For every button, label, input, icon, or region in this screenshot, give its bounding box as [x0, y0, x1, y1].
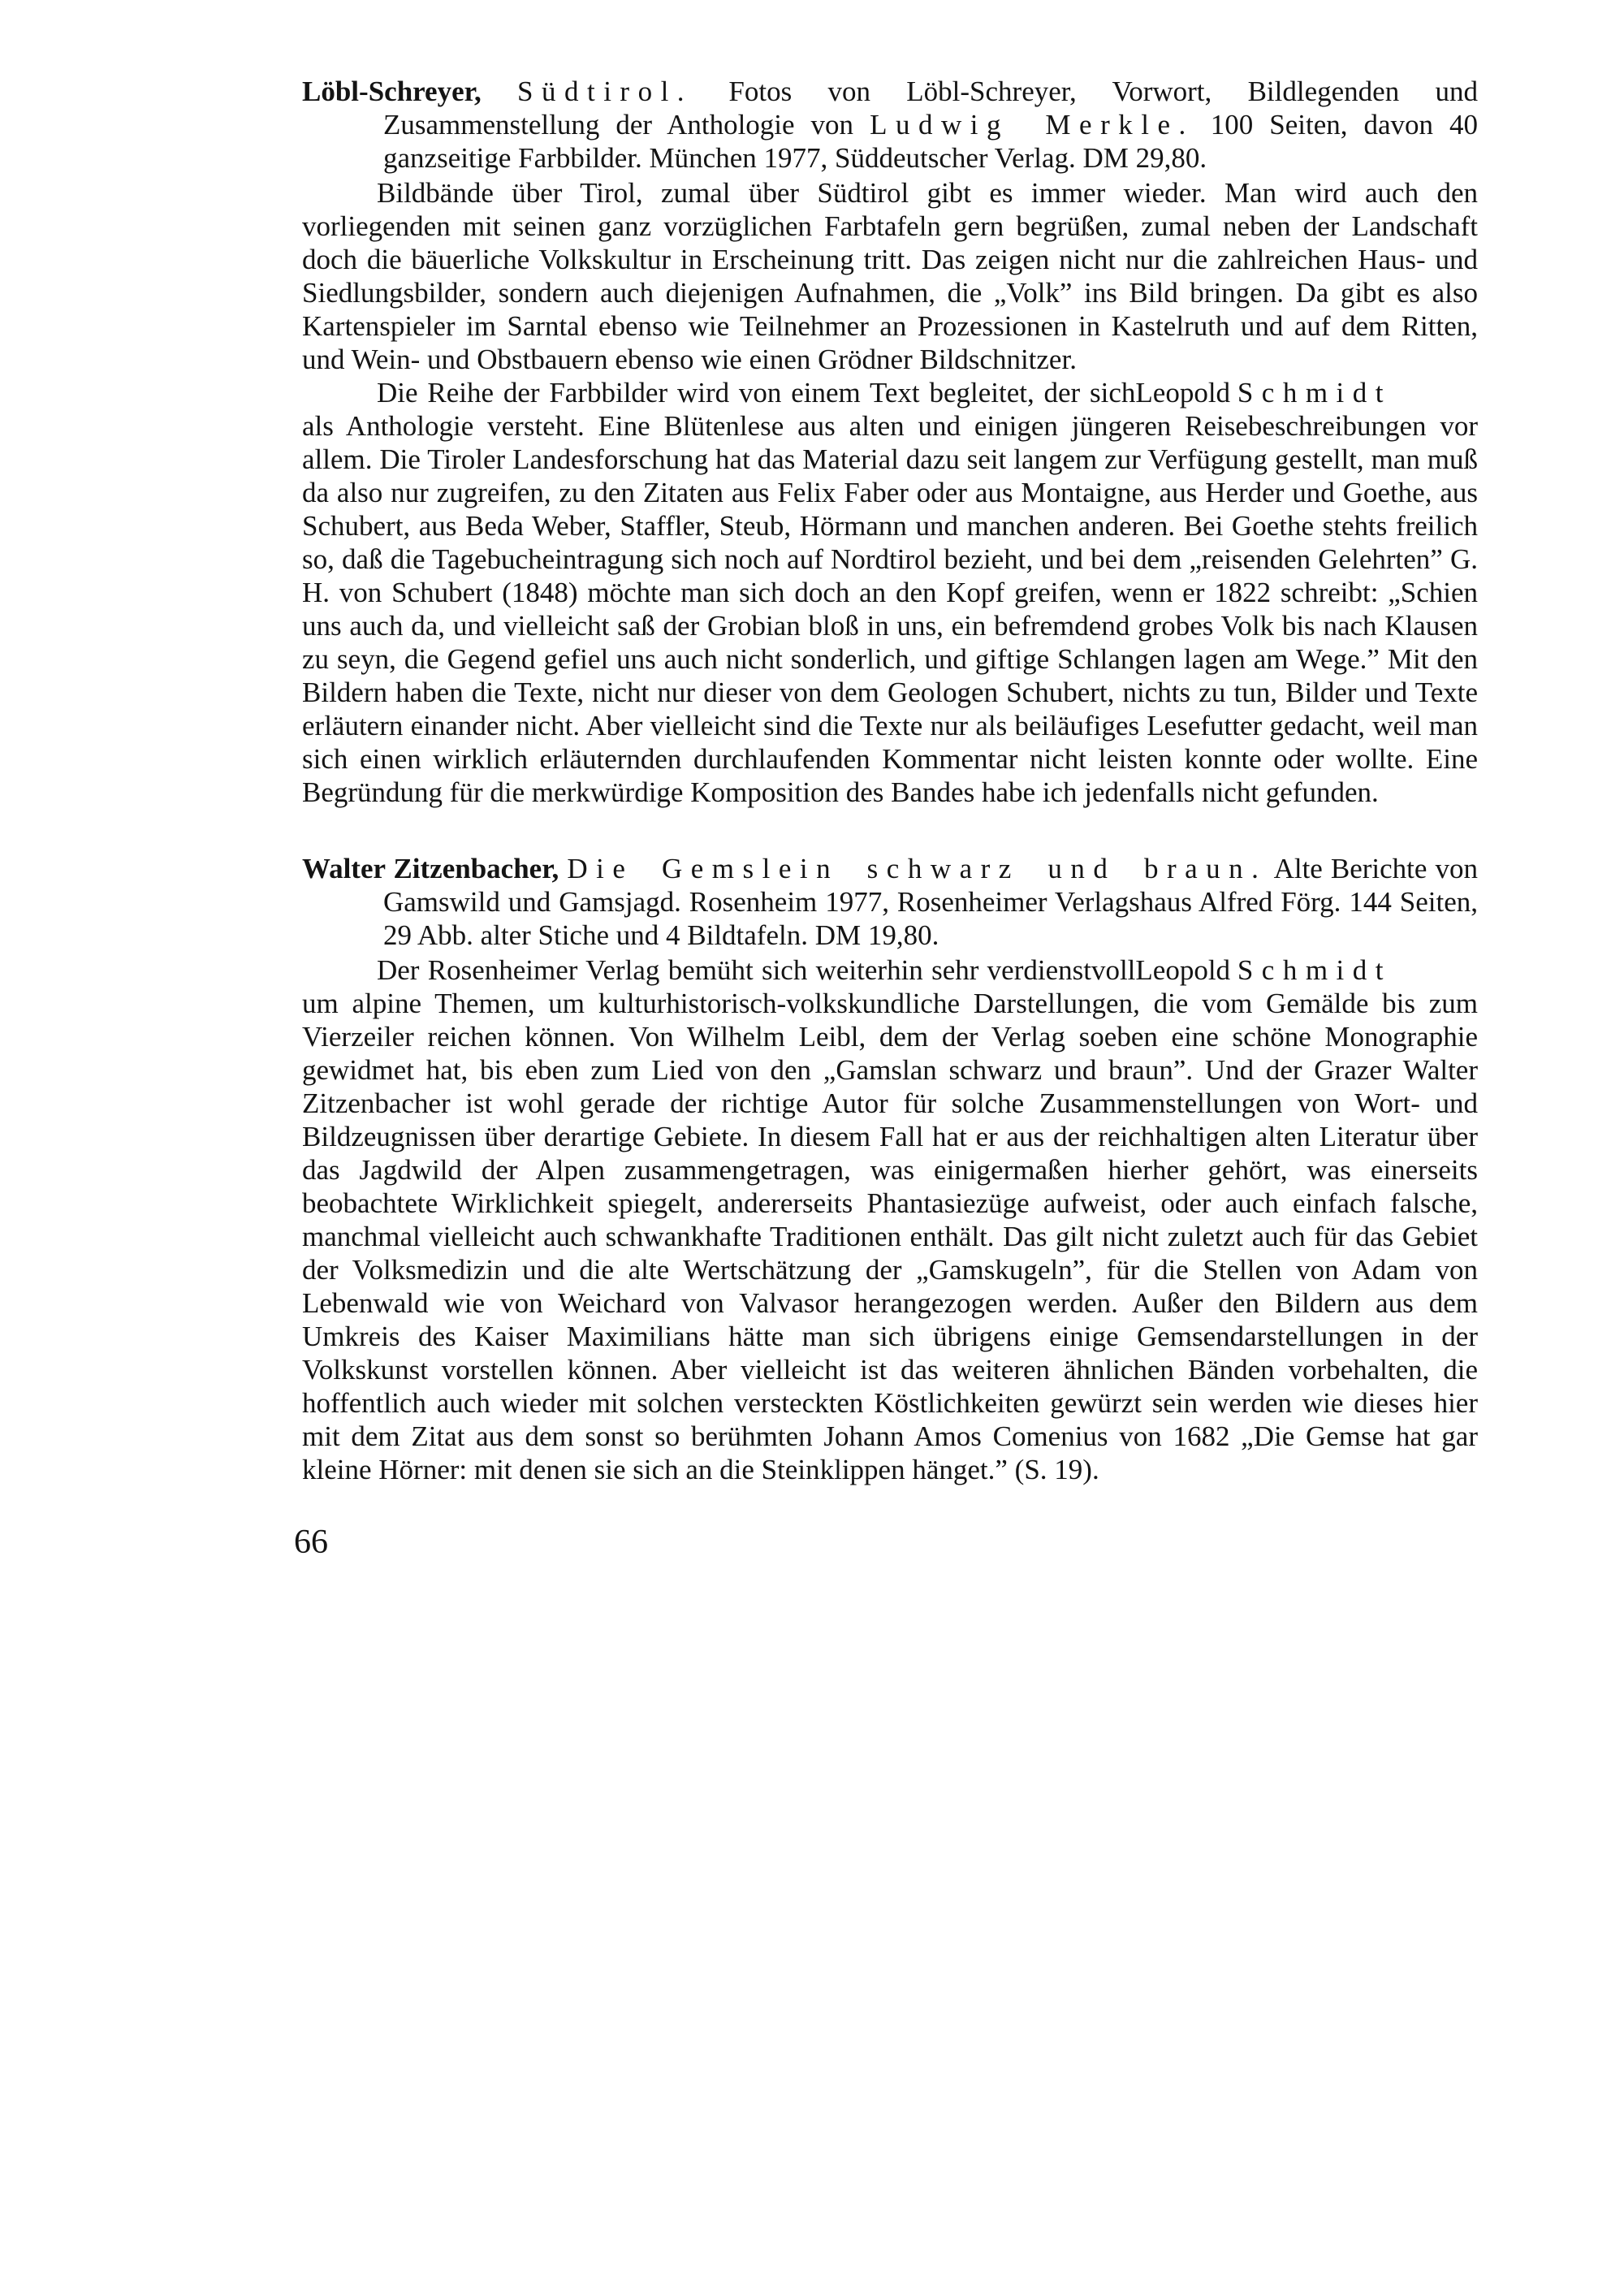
- publication-details: Alte Berichte von Gamswild und Gamsjagd. Rosenheim 1977, Rosenheimer Verlagshaus Alfred Förg. 144 Seiten, 29 Abb. alter Stiche und 4 Bildtafeln. DM 19,80.: [383, 853, 1479, 951]
- review-paragraph: [302, 953, 1478, 1486]
- reviewer-signature: [1135, 376, 1392, 409]
- book-author: Walter Zitzenbacher,: [302, 853, 559, 884]
- publication-details-continued: 100 Seiten, davon 40 ganzseitige Farbbilder. München 1977, Süddeutscher Verlag. DM 29,80.: [383, 109, 1479, 174]
- editor-name: Ludwig Merkle.: [870, 109, 1194, 141]
- publication-details: Fotos von Löbl-Schreyer, Vorwort, Bildlegenden und Zusammenstellung der Anthologie von: [383, 76, 1479, 141]
- reviewer-last-name: Schmidt: [1237, 954, 1392, 986]
- book-review-zitzenbacher: [302, 852, 1478, 1486]
- page-number: 66: [294, 1524, 328, 1561]
- book-review-loebl-schreyer: [302, 75, 1478, 809]
- review-paragraph-text: Die Reihe der Farbbilder wird von einem Text begleitet, der sich als Anthologie versteht. Eine Blütenlese aus alten und einigen jüngeren Reisebeschreibungen vor allem. Die Tiroler Landesforschung hat das Material dazu seit langem zur Verfügung gestellt, man muß da also nur zugreifen, zu den Zitaten aus Felix Faber oder aus Montaigne, aus Herder und Goethe, aus Schubert, aus Beda Weber, Staffler, Steub, Hörmann und manchen anderen. Bei Goethe stehts freilich so, daß die Tagebucheintragung sich noch auf Nordtirol bezieht, und bei dem „reisenden Gelehrten” G. H. von Schubert (1848) möchte man sich doch an den Kopf greifen, wenn er 1822 schreibt: „Schien uns auch da, und vielleicht saß der Grobian bloß in uns, ein befremdend grobes Volk bis nach Klausen zu seyn, die Gegend gefiel uns auch nicht sonderlich, und giftige Schlangen lagen am Wege.” Mit den Bildern haben die Texte, nicht nur dieser von dem Geologen Schubert, nichts zu tun, Bilder und Texte erläutern einander nicht. Aber vielleicht sind die Texte nur als beiläufiges Lesefutter gedacht, weil man sich einen wirklich erläuternden durchlaufenden Kommentar nicht leisten konnte oder wollte. Eine Begründung für die merkwürdige Komposition des Bandes habe ich jedenfalls nicht gefunden.: [302, 377, 1478, 808]
- book-title: Südtirol.: [517, 76, 693, 107]
- book-title: Die Gemslein schwarz und braun.: [567, 853, 1268, 884]
- reviewer-first-name: Leopold: [1135, 954, 1231, 986]
- reviewer-first-name: Leopold: [1135, 377, 1231, 409]
- review-paragraph: [302, 376, 1478, 809]
- reviewer-signature: [1135, 953, 1392, 987]
- review-paragraph-text: Der Rosenheimer Verlag bemüht sich weiterhin sehr verdienstvoll um alpine Themen, um kulturhistorisch-volkskundliche Darstellungen, die vom Gemälde bis zum Vierzeiler reichen können. Von Wilhelm Leibl, dem der Verlag soeben eine schöne Monographie gewidmet hat, bis eben zum Lied von den „Gamslan schwarz und braun”. Und der Grazer Walter Zitzenbacher ist wohl gerade der richtige Autor für solche Zusammenstellungen von Wort- und Bildzeugnissen über derartige Gebiete. In diesem Fall hat er aus der reichhaltigen alten Literatur über das Jagdwild der Alpen zusammengetragen, was einigermaßen hierher gehört, was einerseits beobachtete Wirklichkeit spiegelt, andererseits Phantasiezüge aufweist, oder auch einfach falsche, manchmal vielleicht auch schwankhafte Traditionen enthält. Das gilt nicht zuletzt auch für das Gebiet der Volksmedizin und die alte Wertschätzung der „Gamskugeln”, für die Stellen von Adam von Lebenwald wie von Weichard von Valvasor herangezogen werden. Außer den Bildern aus dem Umkreis des Kaiser Maximilians hätte man sich übrigens einige Gemsendarstellungen in der Volkskunst vorstellen können. Aber vielleicht ist das weiteren ähnlichen Bänden vorbehalten, die hoffentlich auch wieder mit solchen versteckten Köstlichkeiten gewürzt sein werden wie dieses hier mit dem Zitat aus dem sonst so berühmten Johann Amos Comenius von 1682 „Die Gemse hat gar kleine Hörner: mit denen sie sich an die Steinklippen hänget.” (S. 19).: [302, 954, 1478, 1485]
- book-author: Löbl-Schreyer,: [302, 76, 482, 107]
- review-paragraph: Bildbände über Tirol, zumal über Südtirol gibt es immer wieder. Man wird auch den vorliegenden mit seinen ganz vorzüglichen Farbtafeln gern begrüßen, zumal neben der Landschaft doch die bäuerliche Volkskultur in Erscheinung tritt. Das zeigen nicht nur die zahlreichen Haus- und Siedlungsbilder, sondern auch diejenigen Aufnahmen, die „Volk” ins Bild bringen. Da gibt es also Kartenspieler im Sarntal ebenso wie Teilnehmer an Prozessionen in Kastelruth und auf dem Ritten, und Wein- und Obstbauern ebenso wie einen Grödner Bildschnitzer.: [302, 177, 1478, 375]
- bibliographic-entry-heading: [302, 75, 1478, 175]
- bibliographic-entry-heading: [302, 852, 1478, 952]
- reviewer-last-name: Schmidt: [1237, 377, 1392, 409]
- text-block: [294, 75, 1479, 1561]
